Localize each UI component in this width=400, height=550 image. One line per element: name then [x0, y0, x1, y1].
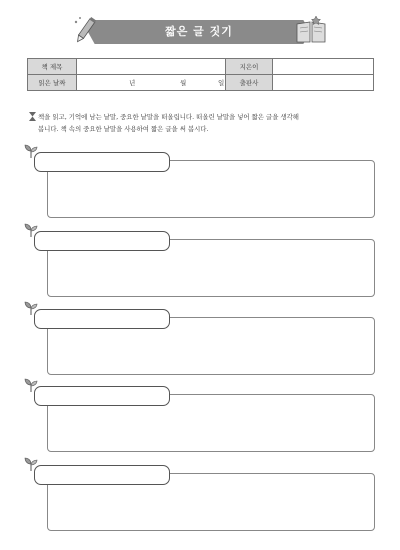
writing-section — [0, 378, 400, 448]
publisher-field[interactable] — [273, 75, 374, 91]
writing-section — [0, 301, 400, 371]
instruction-line-2: 봅니다. 책 속의 중요한 낱말을 사용하여 짧은 글을 써 봅시다. — [38, 125, 209, 133]
book-title-label: 책 제목 — [28, 59, 77, 75]
page-title: 짧은 글 짓기 — [165, 25, 233, 38]
writing-section — [0, 144, 400, 214]
word-label-box[interactable] — [34, 386, 170, 406]
instruction-line-1: 책을 읽고, 기억에 남는 낱말, 중요한 낱말을 떠올립니다. 떠올린 낱말을 넣어 짧은 글을 생각해 — [38, 113, 299, 121]
pencil-icon — [72, 16, 98, 46]
hourglass-icon — [29, 112, 36, 121]
month-unit: 월 — [180, 79, 187, 87]
book-title-field[interactable] — [77, 59, 226, 75]
word-label-box[interactable] — [34, 231, 170, 251]
word-label-box[interactable] — [34, 309, 170, 329]
book-icon — [294, 14, 328, 44]
date-label: 읽은 날짜 — [28, 75, 77, 91]
day-unit: 일 — [218, 79, 225, 87]
book-info-table — [27, 58, 374, 91]
year-unit: 년 — [129, 79, 136, 87]
publisher-label: 출판사 — [226, 75, 273, 91]
author-label: 지은이 — [226, 59, 273, 75]
author-field[interactable] — [273, 59, 374, 75]
writing-section — [0, 223, 400, 293]
date-field[interactable] — [77, 75, 226, 91]
word-label-box[interactable] — [34, 152, 170, 172]
word-label-box[interactable] — [34, 465, 170, 485]
writing-section — [0, 457, 400, 527]
